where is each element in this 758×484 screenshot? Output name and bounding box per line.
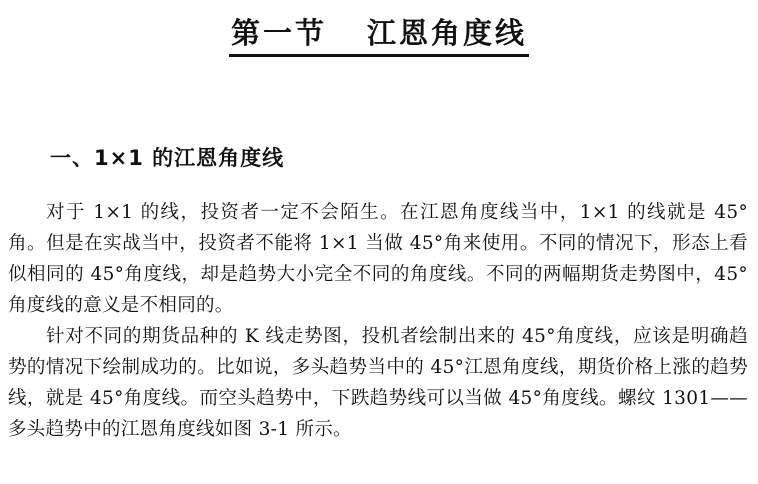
body-text xyxy=(8,197,748,445)
paragraph-2: 针对不同的期货品种的 K 线走势图，投机者绘制出来的 45°角度线，应该是明确趋势的情况下绘制成功的。比如说，多头趋势当中的 45°江恩角度线，期货价格上涨的趋势线，就是 45°角度线。而空头趋势中，下跌趋势线可以当做 45°角度线。螺纹 1301——多头趋势中的江恩角度线如图 3-1 所示。 xyxy=(8,326,748,440)
section-title xyxy=(0,14,758,57)
section-name: 江恩角度线 xyxy=(367,16,528,50)
paragraph-1: 对于 1×1 的线，投资者一定不会陌生。在江恩角度线当中，1×1 的线就是 45°角。但是在实战当中，投资者不能将 1×1 当做 45°角来使用。不同的情况下，形态上看似相同的 45°角度线，却是趋势大小完全不同的角度线。不同的两幅期货走势图中，45°角度线的意义是不相同的。 xyxy=(8,202,748,316)
section-number: 第一节 xyxy=(230,16,327,50)
section-title-underlined xyxy=(229,14,529,57)
sub-heading: 一、1×1 的江恩角度线 xyxy=(50,146,285,170)
